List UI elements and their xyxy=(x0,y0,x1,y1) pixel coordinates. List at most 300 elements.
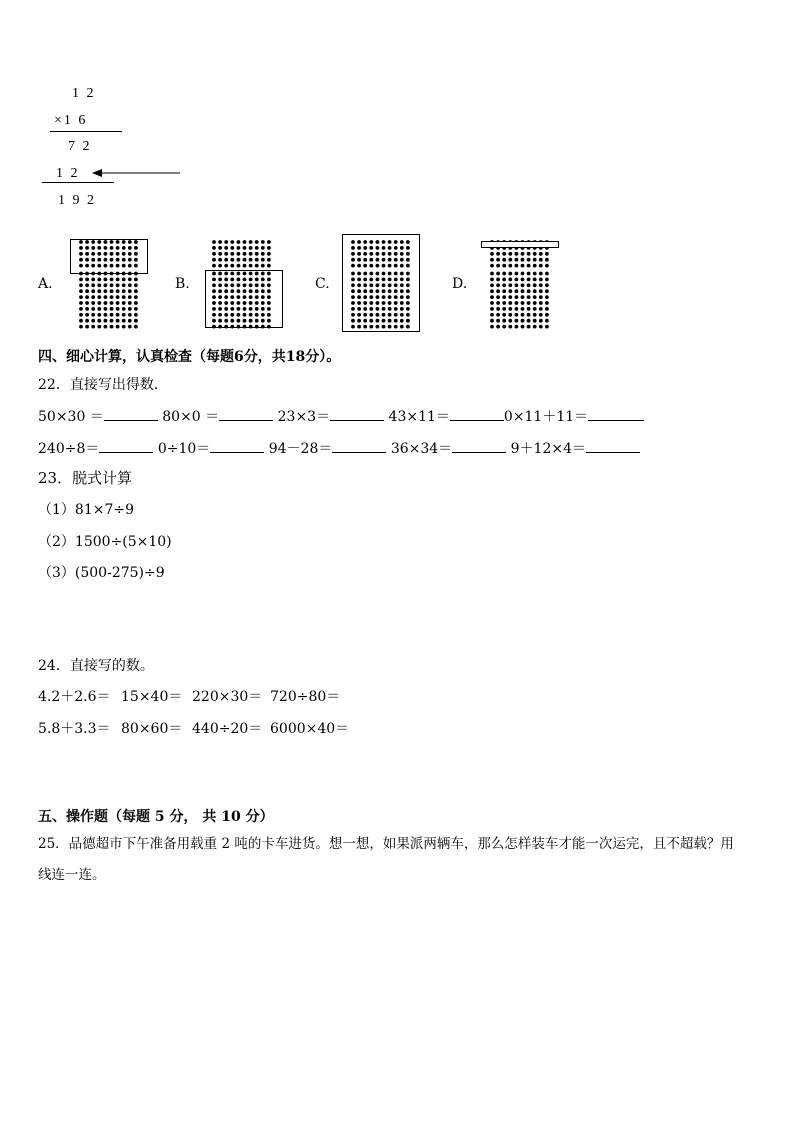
q22-r1-item-1: 50×30 ＝ xyxy=(38,409,104,425)
q22-r2-item-4: 36×34＝ xyxy=(390,441,453,457)
dot xyxy=(521,264,525,268)
dot xyxy=(224,252,228,256)
q24-row-1 xyxy=(38,686,340,706)
dot xyxy=(237,246,241,250)
dot xyxy=(97,313,101,317)
dot xyxy=(85,278,89,282)
dot xyxy=(116,307,120,311)
dot xyxy=(110,307,114,311)
dot xyxy=(527,325,531,329)
dot xyxy=(128,307,132,311)
answer-blank[interactable] xyxy=(588,408,644,421)
dot xyxy=(521,313,525,317)
dot xyxy=(255,252,259,256)
dot xyxy=(104,283,108,287)
dot xyxy=(218,264,222,268)
dot xyxy=(224,258,228,262)
dot xyxy=(490,307,494,311)
q23-title: 23．脱式计算 xyxy=(38,469,133,487)
dot xyxy=(521,272,525,276)
calc-line-4: 1 2 xyxy=(56,166,80,181)
dot xyxy=(496,325,500,329)
dot xyxy=(249,240,253,244)
dot xyxy=(116,295,120,299)
dot xyxy=(533,264,537,268)
dot xyxy=(533,319,537,323)
dot xyxy=(122,301,126,305)
dot xyxy=(490,272,494,276)
dot xyxy=(533,313,537,317)
dot xyxy=(243,246,247,250)
dot-array-d xyxy=(489,239,551,329)
dot xyxy=(545,283,549,287)
dot xyxy=(539,301,543,305)
dot xyxy=(521,258,525,262)
dot xyxy=(521,325,525,329)
dot xyxy=(527,252,531,256)
dot xyxy=(85,301,89,305)
dot xyxy=(79,283,83,287)
section-4-heading: 四、细心计算，认真检查（每题6分，共18分）。 xyxy=(38,349,341,365)
dot xyxy=(91,295,95,299)
dot xyxy=(261,240,265,244)
dot xyxy=(508,283,512,287)
dot xyxy=(502,283,506,287)
dot xyxy=(97,325,101,329)
dot xyxy=(521,289,525,293)
q25-line-1: 25．品德超市下午准备用载重 2 吨的卡车进货。想一想，如果派两辆车，那么怎样装车才能一次运完，且不超载？用 xyxy=(38,836,734,852)
dot xyxy=(212,258,216,262)
dot xyxy=(212,240,216,244)
dot xyxy=(110,319,114,323)
dot xyxy=(539,272,543,276)
dot xyxy=(545,307,549,311)
dot xyxy=(91,283,95,287)
dot xyxy=(128,301,132,305)
dot xyxy=(128,289,132,293)
q22-r1-item-3: 23×3＝ xyxy=(277,409,331,425)
dot xyxy=(110,313,114,317)
dot xyxy=(502,325,506,329)
dot xyxy=(502,264,506,268)
dot xyxy=(545,289,549,293)
dot xyxy=(545,319,549,323)
dot xyxy=(261,264,265,268)
dot xyxy=(104,295,108,299)
q23-item-1: （1）81×7÷9 xyxy=(38,502,134,518)
q24-r1-item-1: 4.2＋2.6＝ xyxy=(38,689,111,705)
q24-r1-item-4: 720÷80＝ xyxy=(270,689,341,705)
dot xyxy=(490,264,494,268)
q22-r1-item-4: 43×11＝ xyxy=(388,409,450,425)
dot xyxy=(490,278,494,282)
dot xyxy=(230,264,234,268)
dot xyxy=(91,289,95,293)
dot xyxy=(521,278,525,282)
calc-line-5: 1 9 2 xyxy=(58,193,96,208)
dot xyxy=(97,283,101,287)
dot xyxy=(104,325,108,329)
q22-row-2 xyxy=(38,438,640,458)
answer-blank[interactable] xyxy=(219,408,273,421)
dot xyxy=(539,258,543,262)
dot xyxy=(85,295,89,299)
dot xyxy=(267,258,271,262)
dot xyxy=(502,258,506,262)
dot xyxy=(508,319,512,323)
dot xyxy=(545,301,549,305)
dot xyxy=(515,252,519,256)
dot xyxy=(533,295,537,299)
answer-blank[interactable] xyxy=(332,440,386,453)
dot xyxy=(515,264,519,268)
dot xyxy=(249,252,253,256)
dot xyxy=(515,272,519,276)
dot xyxy=(539,325,543,329)
dot xyxy=(91,325,95,329)
dot xyxy=(545,272,549,276)
dot xyxy=(508,295,512,299)
section-5-heading: 五、操作题（每题 5 分， 共 10 分） xyxy=(38,809,274,825)
dot xyxy=(502,295,506,299)
dot xyxy=(267,246,271,250)
dot xyxy=(508,307,512,311)
arrow-left-icon xyxy=(92,166,182,180)
dot xyxy=(533,258,537,262)
dot xyxy=(545,252,549,256)
dot xyxy=(527,307,531,311)
dot xyxy=(85,307,89,311)
dot xyxy=(104,307,108,311)
dot xyxy=(502,301,506,305)
dot xyxy=(527,258,531,262)
q24-r2-item-3: 440÷20＝ xyxy=(192,721,263,737)
calc-line-2: ×1 6 xyxy=(54,113,88,128)
dot xyxy=(91,307,95,311)
q22-r2-item-3: 94－28＝ xyxy=(268,441,333,457)
dot xyxy=(533,272,537,276)
dot xyxy=(122,289,126,293)
answer-blank[interactable] xyxy=(586,440,640,453)
dot xyxy=(533,252,537,256)
dot xyxy=(521,295,525,299)
dot xyxy=(110,289,114,293)
dot xyxy=(224,246,228,250)
dot xyxy=(496,283,500,287)
dot xyxy=(496,319,500,323)
answer-blank[interactable] xyxy=(450,408,504,421)
dot xyxy=(230,258,234,262)
highlight-box-d xyxy=(481,241,559,248)
dot xyxy=(508,325,512,329)
q24-r2-item-1: 5.8＋3.3＝ xyxy=(38,721,111,737)
dot xyxy=(134,325,138,329)
dot xyxy=(91,319,95,323)
q23-item-2: （2）1500÷(5×10) xyxy=(38,534,172,550)
dot xyxy=(490,319,494,323)
dot xyxy=(545,295,549,299)
option-b-label: B. xyxy=(175,276,190,292)
dot xyxy=(521,283,525,287)
answer-blank[interactable] xyxy=(452,440,506,453)
dot xyxy=(116,289,120,293)
q22-r2-item-1: 240÷8＝ xyxy=(38,441,100,457)
dot xyxy=(545,258,549,262)
dot xyxy=(91,301,95,305)
dot xyxy=(255,264,259,268)
highlight-box-c xyxy=(342,234,420,332)
dot xyxy=(261,246,265,250)
calc-line-3: 7 2 xyxy=(68,139,92,154)
dot xyxy=(79,307,83,311)
dot xyxy=(110,301,114,305)
dot xyxy=(134,301,138,305)
dot xyxy=(249,258,253,262)
dot xyxy=(85,283,89,287)
dot xyxy=(490,283,494,287)
dot xyxy=(521,252,525,256)
q24-r2-item-2: 80×60＝ xyxy=(121,721,183,737)
answer-blank[interactable] xyxy=(104,408,158,421)
dot xyxy=(539,307,543,311)
dot xyxy=(134,307,138,311)
dot xyxy=(237,264,241,268)
dot xyxy=(508,264,512,268)
dot xyxy=(496,313,500,317)
dot xyxy=(79,289,83,293)
option-d-label: D. xyxy=(452,276,468,292)
dot xyxy=(508,301,512,305)
dot xyxy=(527,283,531,287)
dot xyxy=(490,252,494,256)
dot xyxy=(515,307,519,311)
dot xyxy=(104,278,108,282)
dot xyxy=(255,258,259,262)
dot xyxy=(496,264,500,268)
dot xyxy=(527,272,531,276)
dot xyxy=(212,252,216,256)
dot xyxy=(218,252,222,256)
q22-r2-item-2: 0÷10＝ xyxy=(157,441,211,457)
dot xyxy=(515,295,519,299)
dot xyxy=(533,307,537,311)
dot xyxy=(97,278,101,282)
dot xyxy=(533,289,537,293)
dot xyxy=(128,313,132,317)
dot xyxy=(521,319,525,323)
dot xyxy=(539,278,543,282)
calc-rule-1 xyxy=(50,131,122,132)
dot xyxy=(237,258,241,262)
q24-title: 24．直接写的数。 xyxy=(38,658,154,674)
dot xyxy=(85,325,89,329)
dot xyxy=(110,325,114,329)
dot xyxy=(267,264,271,268)
dot xyxy=(134,289,138,293)
dot xyxy=(134,295,138,299)
dot xyxy=(261,258,265,262)
dot xyxy=(515,283,519,287)
dot xyxy=(502,313,506,317)
dot xyxy=(122,295,126,299)
dot xyxy=(134,278,138,282)
dot xyxy=(79,301,83,305)
dot xyxy=(261,252,265,256)
dot xyxy=(527,278,531,282)
dot xyxy=(267,240,271,244)
option-c-label: C. xyxy=(315,276,330,292)
dot xyxy=(527,289,531,293)
dot xyxy=(527,264,531,268)
q24-r1-item-2: 15×40＝ xyxy=(121,689,183,705)
q22-title: 22．直接写出得数． xyxy=(38,377,168,393)
dot xyxy=(128,283,132,287)
dot xyxy=(110,295,114,299)
answer-blank[interactable] xyxy=(210,440,264,453)
dot xyxy=(502,272,506,276)
option-a-label: A. xyxy=(38,276,53,292)
dot xyxy=(539,295,543,299)
dot xyxy=(521,301,525,305)
dot xyxy=(91,313,95,317)
dot xyxy=(243,264,247,268)
dot xyxy=(508,278,512,282)
dot xyxy=(116,283,120,287)
dot xyxy=(97,295,101,299)
dot xyxy=(267,252,271,256)
dot xyxy=(255,240,259,244)
dot xyxy=(490,313,494,317)
q22-r1-item-2: 80×0 ＝ xyxy=(162,409,220,425)
q24-r1-item-3: 220×30＝ xyxy=(192,689,263,705)
q24-row-2 xyxy=(38,718,349,738)
dot xyxy=(122,283,126,287)
q22-r1-item-5: 0×11＋11＝ xyxy=(503,409,589,425)
dot xyxy=(128,295,132,299)
dot xyxy=(122,325,126,329)
dot xyxy=(496,289,500,293)
dot xyxy=(545,264,549,268)
dot xyxy=(79,295,83,299)
dot xyxy=(79,278,83,282)
dot xyxy=(128,278,132,282)
dot xyxy=(490,325,494,329)
dot xyxy=(243,252,247,256)
dot xyxy=(243,258,247,262)
dot xyxy=(110,278,114,282)
dot xyxy=(116,325,120,329)
highlight-box-b xyxy=(205,270,283,328)
answer-blank[interactable] xyxy=(99,440,153,453)
dot xyxy=(508,289,512,293)
dot xyxy=(515,325,519,329)
dot xyxy=(496,258,500,262)
dot xyxy=(527,313,531,317)
calc-line-1: 1 2 xyxy=(72,86,96,101)
dot xyxy=(237,252,241,256)
dot xyxy=(533,283,537,287)
dot xyxy=(527,295,531,299)
dot xyxy=(502,252,506,256)
dot xyxy=(539,313,543,317)
dot xyxy=(116,313,120,317)
dot xyxy=(527,301,531,305)
dot xyxy=(508,252,512,256)
q22-r2-item-5: 9＋12×4＝ xyxy=(510,441,586,457)
dot xyxy=(134,283,138,287)
dot xyxy=(533,325,537,329)
dot xyxy=(508,258,512,262)
dot xyxy=(515,258,519,262)
dot xyxy=(79,319,83,323)
dot xyxy=(122,319,126,323)
dot xyxy=(521,307,525,311)
answer-blank[interactable] xyxy=(330,408,384,421)
dot xyxy=(128,319,132,323)
dot xyxy=(496,252,500,256)
q24-r2-item-4: 6000×40＝ xyxy=(270,721,350,737)
dot xyxy=(97,319,101,323)
q25-line-2: 线连一连。 xyxy=(38,867,106,883)
dot xyxy=(496,301,500,305)
dot xyxy=(496,278,500,282)
dot xyxy=(545,278,549,282)
dot xyxy=(545,313,549,317)
dot xyxy=(212,246,216,250)
dot xyxy=(539,252,543,256)
dot xyxy=(515,313,519,317)
dot xyxy=(496,295,500,299)
dot xyxy=(496,272,500,276)
dot xyxy=(533,278,537,282)
dot xyxy=(527,319,531,323)
dot xyxy=(237,240,241,244)
dot xyxy=(508,313,512,317)
calc-rule-2 xyxy=(42,182,114,183)
dot xyxy=(490,289,494,293)
dot xyxy=(218,246,222,250)
q23-item-3: （3）(500-275)÷9 xyxy=(38,565,165,581)
dot xyxy=(122,307,126,311)
dot xyxy=(116,319,120,323)
dot xyxy=(104,313,108,317)
dot xyxy=(218,258,222,262)
dot xyxy=(97,301,101,305)
dot xyxy=(515,319,519,323)
dot xyxy=(218,240,222,244)
dot xyxy=(134,313,138,317)
dot xyxy=(85,319,89,323)
dot xyxy=(122,278,126,282)
dot xyxy=(502,307,506,311)
dot xyxy=(502,319,506,323)
dot xyxy=(539,283,543,287)
dot xyxy=(539,264,543,268)
dot xyxy=(85,313,89,317)
dot xyxy=(255,246,259,250)
dot xyxy=(545,325,549,329)
dot xyxy=(515,278,519,282)
dot xyxy=(97,289,101,293)
dot xyxy=(97,307,101,311)
dot xyxy=(128,325,132,329)
dot xyxy=(79,325,83,329)
dot xyxy=(224,264,228,268)
q22-row-1 xyxy=(38,406,644,426)
dot xyxy=(104,301,108,305)
dot xyxy=(249,246,253,250)
dot xyxy=(490,258,494,262)
